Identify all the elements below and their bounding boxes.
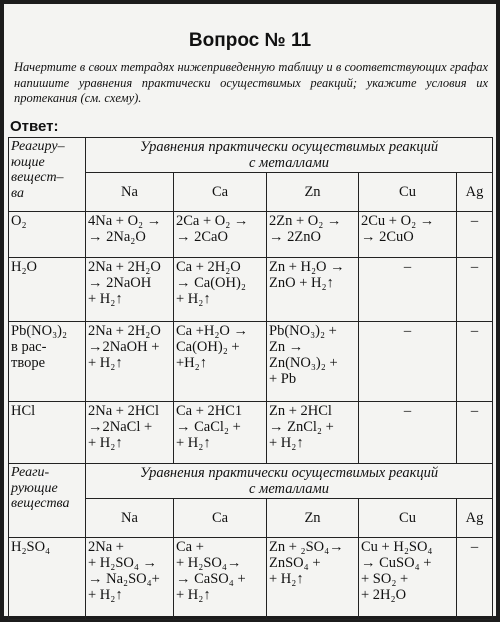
reaction-cell — [457, 212, 493, 258]
reaction-cell — [267, 322, 359, 402]
reaction-cell — [174, 402, 267, 464]
question-title: Вопрос № 11 — [188, 30, 312, 51]
reaction-cell-line: – — [470, 539, 479, 555]
reaction-cell — [174, 258, 267, 322]
reactions-header-line: с металлами — [249, 155, 330, 171]
reagent-cell — [9, 538, 86, 620]
reaction-cell — [457, 402, 493, 464]
reaction-cell-line: + SO₂ + — [361, 571, 409, 587]
reaction-cell-line: + H₂↑ — [176, 291, 211, 307]
reaction-cell-line: + H₂↑ — [269, 435, 304, 451]
reaction-cell-line: + H₂↑ — [269, 571, 304, 587]
reagent-cell — [9, 402, 86, 464]
reaction-cell-line: – — [470, 403, 479, 419]
reaction-cell-line: + H₂SO₄→ — [176, 555, 242, 571]
metal-header-na: Na — [86, 499, 174, 538]
reaction-cell-line: + H₂SO₄ → — [88, 555, 158, 571]
reaction-cell — [86, 402, 174, 464]
metal-header-ag: Ag — [457, 173, 493, 212]
reagent-header — [9, 138, 86, 212]
reaction-cell-line: Cu + H₂SO₄ — [361, 539, 433, 555]
reaction-cell-line: – — [403, 403, 412, 419]
reagent-header-line: ва — [11, 185, 24, 201]
reactions-header-line: Уравнения практически осуществимых реакций — [139, 139, 439, 155]
reaction-cell-line: Ca + 2HC1 — [176, 403, 243, 419]
metal-header-ca: Ca — [174, 499, 267, 538]
table-row — [9, 538, 493, 620]
reaction-cell-line: → CaSO₄ + — [176, 571, 246, 587]
reagent-header-line: вещества — [11, 496, 70, 511]
reagent-header-line: Реаги- — [11, 465, 50, 480]
reaction-cell-line: + H₂↑ — [176, 435, 211, 451]
reaction-cell-line: 2Cu + O₂ → — [361, 213, 435, 229]
reactions-header-line: Уравнения практически осуществимых реакций — [139, 465, 439, 481]
reaction-cell-line: 2Na + — [88, 539, 124, 555]
reaction-cell-line: + H₂↑ — [88, 587, 123, 603]
reaction-cell — [359, 258, 457, 322]
reactions-header — [86, 464, 493, 499]
reaction-cell-line: → 2Na₂O — [88, 229, 146, 245]
reaction-cell-line: Zn + H₂O → — [269, 259, 345, 275]
reaction-cell-line: →2NaOH + — [88, 339, 160, 355]
reaction-cell-line: + 2H₂O — [361, 587, 407, 603]
reaction-cell-line: → Ca(OH)₂ — [176, 275, 246, 291]
reaction-cell-line: ZnO + H₂↑ — [269, 275, 334, 291]
reaction-cell — [267, 402, 359, 464]
reaction-cell-line: 2Ca + O₂ → — [176, 213, 249, 229]
reaction-cell-line: – — [470, 323, 479, 339]
reaction-cell-line: → Na₂SO₄+ — [88, 571, 160, 587]
reaction-cell-line: Zn(NO₃)₂ + — [269, 355, 338, 371]
metal-header-ag: Ag — [457, 499, 493, 538]
reaction-cell — [457, 538, 493, 620]
task-text: Начертите в своих тетрадях нижеприведенную таблицу и в соответствующих графах напишите уравнения практически осуществимых реакций; укажите условия их протекания (см. схему). — [14, 60, 488, 105]
reaction-cell — [359, 212, 457, 258]
table-row — [9, 402, 493, 464]
reaction-cell-line: ZnSO₄ + — [269, 555, 321, 571]
reaction-cell-line: → 2CaO — [176, 229, 228, 245]
reaction-cell-line: → 2NaOH — [88, 275, 152, 291]
reaction-cell-line: Ca + — [176, 539, 204, 555]
reagent-header — [9, 464, 86, 538]
reagent-header-line: Реагиру– — [11, 139, 65, 154]
reaction-cell-line: 2Na + 2H₂O — [88, 323, 161, 339]
reaction-cell-line: Zn → — [269, 339, 304, 355]
reactions-header-line: с металлами — [249, 481, 330, 497]
answer-label: Ответ: — [10, 118, 59, 135]
reactions-header — [86, 138, 493, 173]
metal-header-ca: Ca — [174, 173, 267, 212]
reaction-cell-line: 2Na + 2HCl — [88, 403, 160, 419]
reaction-cell-line: 2Zn + O₂ → — [269, 213, 342, 229]
reaction-cell-line: → 2ZnO — [269, 229, 321, 245]
reaction-cell-line: – — [470, 259, 479, 275]
metal-header-cu: Cu — [359, 499, 457, 538]
reagent-cell-line: творе — [11, 355, 46, 371]
reagent-cell-line: H₂O — [11, 259, 37, 275]
reaction-cell — [267, 258, 359, 322]
reaction-cell-line: → 2CuO — [361, 229, 414, 245]
reaction-cell — [174, 322, 267, 402]
reaction-cell-line: →2NaCl + — [88, 419, 153, 435]
reagent-cell-line: H₂SO₄ — [11, 539, 51, 555]
reaction-cell — [86, 258, 174, 322]
reaction-cell — [174, 212, 267, 258]
metal-header-cu: Cu — [359, 173, 457, 212]
reaction-cell-line: Ca + 2H₂O — [176, 259, 241, 275]
reaction-cell-line: +H₂↑ — [176, 355, 207, 371]
reaction-cell-line: + Pb — [269, 371, 297, 387]
reaction-cell — [86, 212, 174, 258]
reagent-cell — [9, 258, 86, 322]
reagent-cell — [9, 322, 86, 402]
reaction-cell — [267, 538, 359, 620]
reaction-cell-line: 2Na + 2H₂O — [88, 259, 161, 275]
reaction-cell — [457, 258, 493, 322]
reagent-header-line: вещест– — [11, 170, 64, 185]
reaction-cell-line: – — [403, 323, 412, 339]
reactions-table — [8, 137, 493, 620]
reaction-cell-line: → ZnCl₂ + — [269, 419, 334, 435]
reaction-cell-line: → CuSO₄ + — [361, 555, 432, 571]
reagent-header-line: рующие — [11, 480, 58, 496]
reaction-cell — [267, 212, 359, 258]
reaction-cell-line: 4Na + O₂ → — [88, 213, 162, 229]
reagent-cell — [9, 212, 86, 258]
reaction-cell-line: Zn + 2HCl — [269, 403, 332, 419]
reaction-cell-line: + H₂↑ — [88, 291, 123, 307]
reaction-cell — [86, 538, 174, 620]
reaction-cell-line: Pb(NO₃)₂ + — [269, 323, 337, 339]
reaction-cell — [359, 538, 457, 620]
reaction-cell-line: Ca(OH)₂ + — [176, 339, 240, 355]
reagent-header-line: ющие — [11, 154, 45, 170]
reaction-cell-line: – — [403, 259, 412, 275]
reaction-cell-line: + H₂↑ — [88, 355, 123, 371]
reaction-cell — [174, 538, 267, 620]
reaction-cell — [359, 402, 457, 464]
reaction-cell-line: Ca +H₂O → — [176, 323, 249, 339]
reaction-cell-line: Zn + ₂SO₄→ — [269, 539, 344, 555]
reagent-cell-line: O₂ — [11, 213, 27, 229]
metal-header-zn: Zn — [267, 499, 359, 538]
reaction-cell — [359, 322, 457, 402]
table-row — [9, 258, 493, 322]
metal-header-zn: Zn — [267, 173, 359, 212]
reaction-cell — [86, 322, 174, 402]
table-row — [9, 212, 493, 258]
reagent-cell-line: в рас- — [11, 339, 47, 355]
reagent-cell-line: HCl — [11, 403, 36, 419]
reaction-cell-line: → CaCl₂ + — [176, 419, 241, 435]
table-row — [9, 322, 493, 402]
reaction-cell — [457, 322, 493, 402]
metal-header-na: Na — [86, 173, 174, 212]
reaction-cell-line: + H₂↑ — [88, 435, 123, 451]
page — [4, 4, 496, 616]
reaction-cell-line: + H₂↑ — [176, 587, 211, 603]
reaction-cell-line: – — [470, 213, 479, 229]
reagent-cell-line: Pb(NO₃)₂ — [11, 323, 68, 339]
